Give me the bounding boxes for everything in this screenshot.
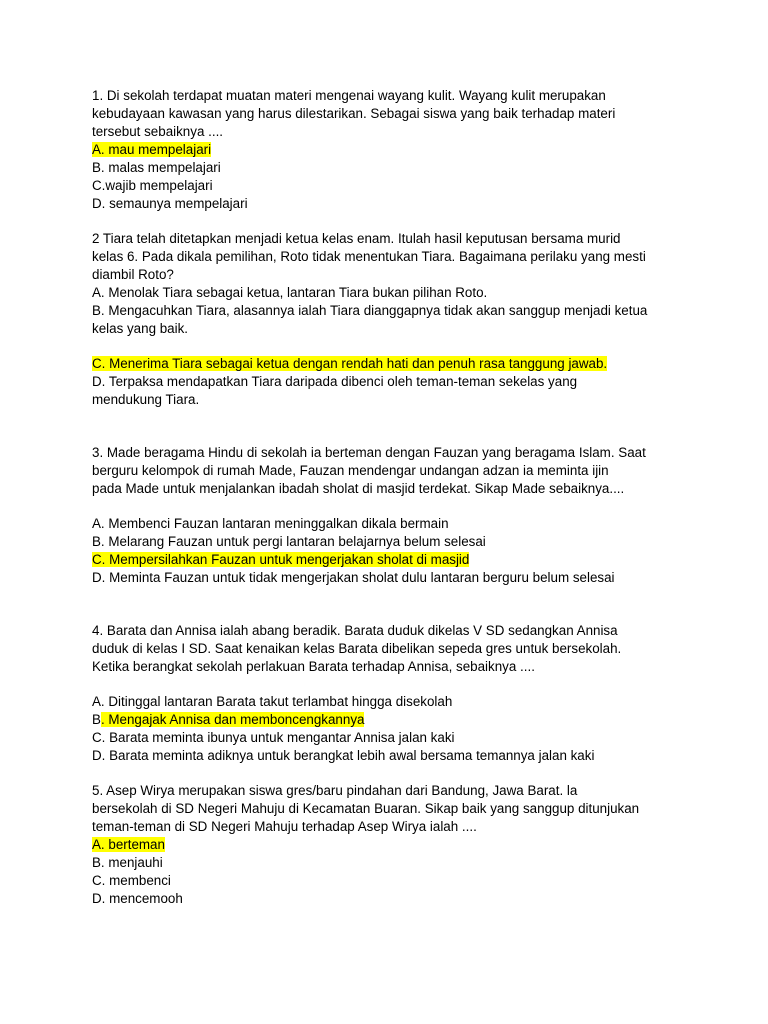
q5-text-line-1: 5. Asep Wirya merupakan siswa gres/baru pindahan dari Bandung, Jawa Barat. la — [92, 783, 578, 798]
q3-option-b: B. Melarang Fauzan untuk pergi lantaran belajarnya belum selesai — [92, 534, 486, 549]
q2-option-b-cont: kelas yang baik. — [92, 321, 189, 336]
q3-text-line-2: berguru kelompok di rumah Made, Fauzan mendengar undangan adzan ia meminta ijin — [92, 463, 609, 478]
q4-option-d: D. Barata meminta adiknya untuk berangkat lebih awal bersama temannya jalan kaki — [92, 748, 595, 763]
q3-text-line-1: 3. Made beragama Hindu di sekolah ia berteman dengan Fauzan yang beragama Islam. Saat — [92, 445, 646, 460]
q2-option-d: D. Terpaksa mendapatkan Tiara daripada dibenci oleh teman-teman sekelas yang — [92, 374, 578, 389]
q4-text-line-2: duduk di kelas I SD. Saat kenaikan kelas Barata dibelikan sepeda gres untuk bersekolah. — [92, 641, 622, 656]
answer-highlight: C. Mempersilahkan Fauzan untuk mengerjakan sholat di masjid — [92, 552, 470, 567]
q1-option-b: B. malas mempelajari — [92, 160, 221, 175]
q1-text-line-1: 1. Di sekolah terdapat muatan materi mengenai wayang kulit. Wayang kulit merupakan — [92, 88, 606, 103]
q2-text-line-2: kelas 6. Pada dikala pemilihan, Roto tidak menentukan Tiara. Bagaimana perilaku yang mesti — [92, 249, 646, 264]
q5-text-line-2: bersekolah di SD Negeri Mahuju di Kecamatan Buaran. Sikap baik yang sanggup ditunjukan — [92, 801, 640, 816]
q3-option-a: A. Membenci Fauzan lantaran meninggalkan dikala bermain — [92, 516, 449, 531]
q4-option-c: C. Barata meminta ibunya untuk mengantar Annisa jalan kaki — [92, 730, 455, 745]
q1-text-line-2: kebudayaan kawasan yang harus dilestarikan. Sebagai siswa yang baik terhadap materi — [92, 106, 616, 121]
q1-text-line-3: tersebut sebaiknya .... — [92, 124, 224, 139]
q1-option-d: D. semaunya mempelajari — [92, 196, 248, 211]
answer-highlight: . Mengajak Annisa dan memboncengkannya — [100, 712, 365, 727]
q5-option-b: B. menjauhi — [92, 855, 163, 870]
q3-option-c — [92, 551, 469, 569]
answer-highlight: C. Menerima Tiara sebagai ketua dengan rendah hati dan penuh rasa tanggung jawab. — [92, 356, 608, 371]
q3-text-line-3: pada Made untuk menjalankan ibadah sholat di masjid terdekat. Sikap Made sebaiknya.... — [92, 481, 625, 496]
q5-option-c: C. membenci — [92, 873, 171, 888]
q4-text-line-3: Ketika berangkat sekolah perlakuan Barata terhadap Annisa, sebaiknya .... — [92, 659, 535, 674]
q5-option-a — [92, 836, 165, 854]
q4-option-b: B. Mengajak Annisa dan memboncengkannya — [92, 712, 365, 727]
answer-highlight: A. berteman — [92, 837, 165, 852]
q3-option-d: D. Meminta Fauzan untuk tidak mengerjakan sholat dulu lantaran berguru belum selesai — [92, 570, 615, 585]
q2-option-a: A. Menolak Tiara sebagai ketua, lantaran Tiara bukan pilihan Roto. — [92, 285, 488, 300]
q2-text-line-3: diambil Roto? — [92, 267, 174, 282]
q2-text-line-1: 2 Tiara telah ditetapkan menjadi ketua kelas enam. Itulah hasil keputusan bersama murid — [92, 231, 621, 246]
q4-text-line-1: 4. Barata dan Annisa ialah abang beradik. Barata duduk dikelas V SD sedangkan Annisa — [92, 623, 618, 638]
q5-text-line-3: teman-teman di SD Negeri Mahuju terhadap Asep Wirya ialah .... — [92, 819, 477, 834]
q1-option-a — [92, 141, 211, 159]
q2-option-d-cont: mendukung Tiara. — [92, 392, 200, 407]
q1-option-c: C.wajib mempelajari — [92, 178, 213, 193]
q2-option-b: B. Mengacuhkan Tiara, alasannya ialah Tiara dianggapnya tidak akan sanggup menjadi ketua — [92, 303, 648, 318]
answer-highlight: A. mau mempelajari — [92, 142, 212, 157]
q2-option-c — [92, 355, 607, 373]
q4-option-a: A. Ditinggal lantaran Barata takut terlambat hingga disekolah — [92, 694, 453, 709]
q5-option-d: D. mencemooh — [92, 891, 183, 906]
